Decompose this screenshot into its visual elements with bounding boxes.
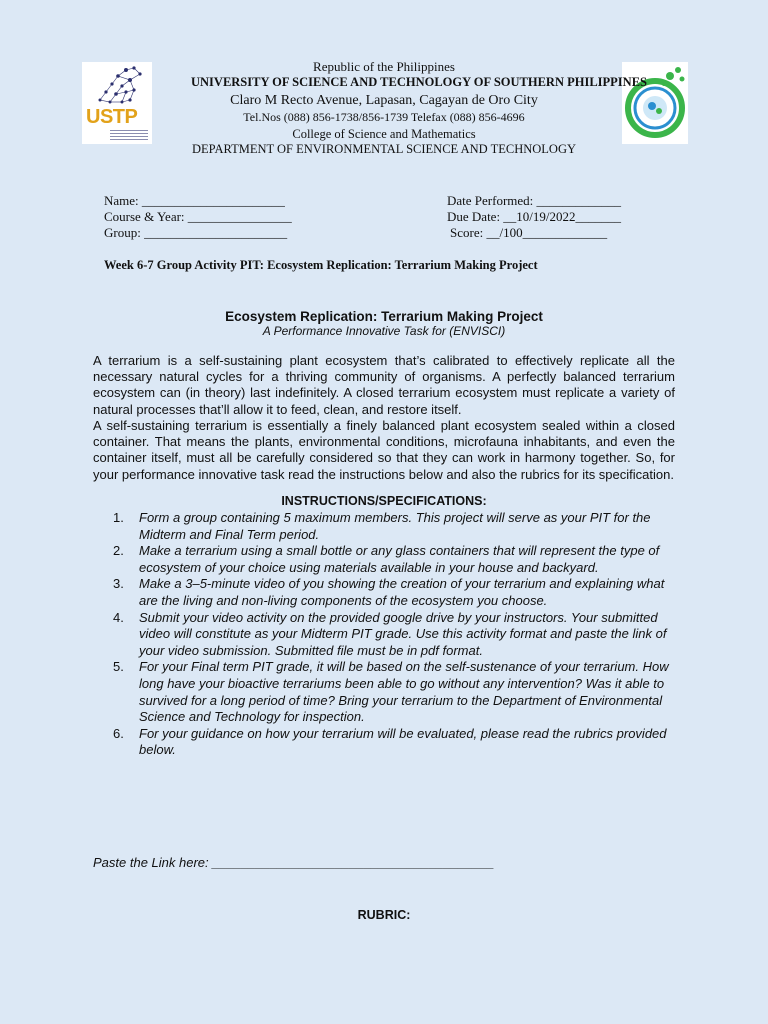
list-item-text: Make a 3–5-minute video of you showing the creation of your terrarium and explaining what are the living and non-living components of the ecosystem you choose.	[139, 576, 665, 608]
list-item-number: 5.	[113, 659, 124, 675]
date-performed-field: Date Performed: _____________	[447, 193, 622, 208]
list-item	[113, 576, 683, 609]
list-item-text: For your Final term PIT grade, it will be based on the self-sustenance of your terrarium. How long have your bioactive terrariums been able to go without any intervention? Was it able to survived for a long period of time? Bring your terrarium to the Department of Environmental Science and Technology for inspection.	[139, 659, 669, 725]
project-title: Ecosystem Replication: Terrarium Making Project	[225, 309, 543, 324]
activity-title: Week 6-7 Group Activity PIT: Ecosystem Replication: Terrarium Making Project	[104, 258, 538, 272]
list-item	[113, 510, 683, 543]
score-field: Score: __/100_____________	[450, 225, 608, 240]
rubric-heading: RUBRIC:	[357, 908, 411, 922]
university-address: Claro M Recto Avenue, Lapasan, Cagayan de Oro City	[230, 93, 538, 108]
college-name: College of Science and Mathematics	[292, 127, 476, 141]
telephone-line: Tel.Nos (088) 856-1738/856-1739 Telefax (088) 856-4696	[243, 110, 525, 124]
republic-line: Republic of the Philippines	[313, 59, 455, 74]
group-field: Group: ______________________	[104, 225, 288, 240]
department-name: DEPARTMENT OF ENVIRONMENTAL SCIENCE AND TECHNOLOGY	[191, 142, 577, 156]
intro-paragraph-1: A terrarium is a self-sustaining plant ecosystem that’s calibrated to effectively replicate all the necessary natural cycles for a thriving community of organisms. A perfectly balanced terrarium ecosystem can (in theory) last indefinitely. A closed terrarium ecosystem must replicate a variety of natural processes that’ll allow it to feed, clean, and restore itself.	[93, 353, 675, 417]
instructions-heading: INSTRUCTIONS/SPECIFICATIONS:	[281, 494, 487, 508]
list-item-number: 1.	[113, 510, 124, 525]
list-item-number: 3.	[113, 576, 124, 592]
paste-link-field: Paste the Link here: _______________________________________	[93, 855, 495, 870]
list-item	[113, 610, 683, 660]
list-item-number: 6.	[113, 725, 124, 741]
course-year-field: Course & Year: ________________	[104, 209, 292, 224]
list-item-text: For your guidance on how your terrarium will be evaluated, please read the rubrics provided below.	[139, 725, 667, 758]
list-item-number: 4.	[113, 609, 124, 625]
list-item-text: Form a group containing 5 maximum members. This project will serve as your PIT for the Midterm and Final Term period.	[139, 510, 651, 542]
name-field: Name: ______________________	[104, 193, 285, 208]
due-date-field: Due Date: __10/19/2022_______	[447, 209, 622, 224]
ustp-logo-text: USTP	[86, 106, 138, 128]
list-item-text: Make a terrarium using a small bottle or any glass containers that will represent the type of ecosystem of your choice using materials available in your house and backyard.	[139, 543, 660, 575]
instructions-list	[113, 510, 683, 759]
list-item-text: Submit your video activity on the provided google drive by your instructors. Your submitted video will constitute as your Midterm PIT grade. Use this activity format and paste the link of your video submission. Submitted file must be in pdf format.	[139, 609, 667, 658]
intro-paragraph-2: A self-sustaining terrarium is essentially a finely balanced plant ecosystem sealed within a closed container. That means the plants, environmental conditions, microfauna inhabitants, and even the container itself, must all be carefully considered so that they can work in harmony together. So, for your performance innovative task read the instructions below and also the rubrics for its specification.	[93, 418, 675, 482]
list-item-number: 2.	[113, 543, 124, 559]
list-item	[113, 543, 683, 576]
university-name: UNIVERSITY OF SCIENCE AND TECHNOLOGY OF SOUTHERN PHILIPPINES	[191, 75, 647, 89]
list-item	[113, 659, 683, 725]
list-item	[113, 726, 683, 759]
project-subtitle: A Performance Innovative Task for (ENVISCI)	[262, 324, 506, 338]
